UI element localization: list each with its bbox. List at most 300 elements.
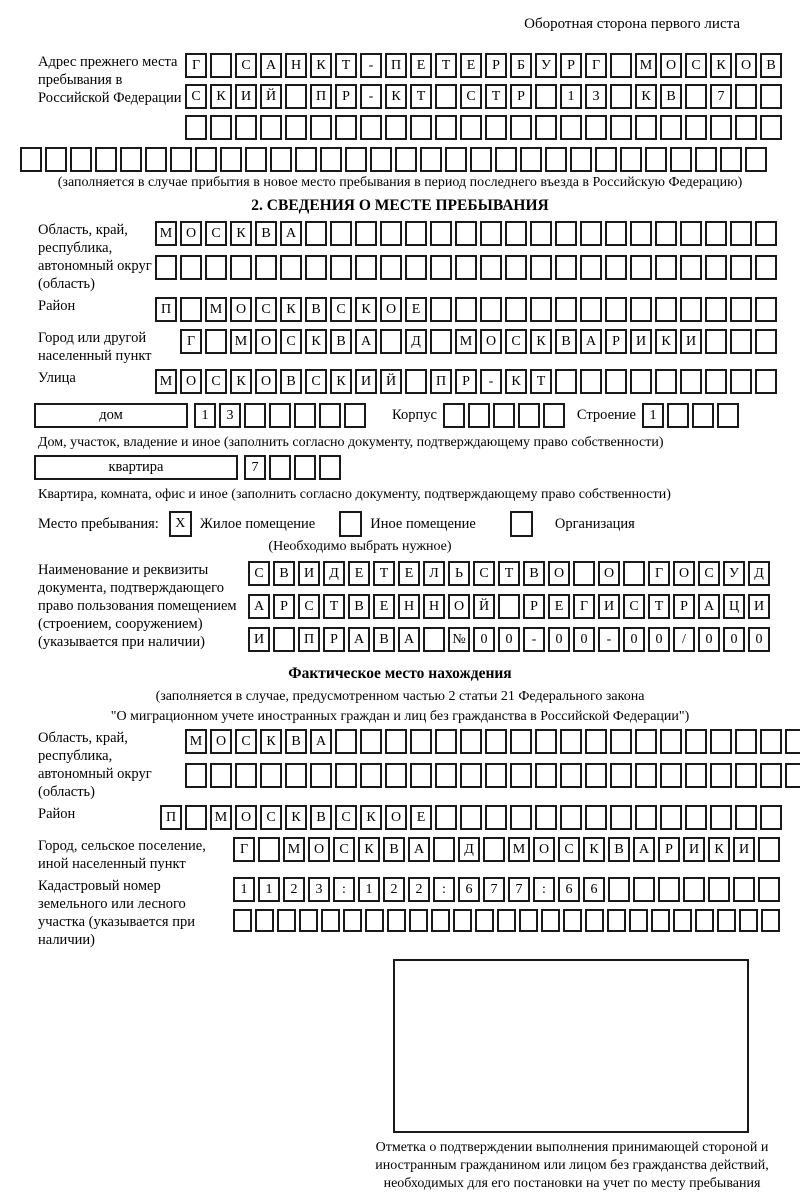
char-cell[interactable]	[431, 909, 450, 932]
char-cell[interactable]	[260, 115, 282, 140]
char-cell[interactable]: О	[255, 369, 277, 394]
char-cell[interactable]	[717, 403, 739, 428]
char-cell[interactable]: Е	[373, 594, 395, 619]
char-cell[interactable]: К	[708, 837, 730, 862]
char-cell[interactable]: К	[360, 805, 382, 830]
char-cell[interactable]	[585, 115, 607, 140]
char-cell[interactable]: Н	[285, 53, 307, 78]
char-cell[interactable]	[460, 763, 482, 788]
char-cell[interactable]: А	[580, 329, 602, 354]
char-cell[interactable]	[95, 147, 117, 172]
char-cell[interactable]	[683, 877, 705, 902]
char-cell[interactable]	[235, 115, 257, 140]
char-cell[interactable]: К	[260, 729, 282, 754]
char-cell[interactable]	[269, 403, 291, 428]
char-cell[interactable]: К	[310, 53, 332, 78]
char-cell[interactable]: С	[235, 729, 257, 754]
char-cell[interactable]	[320, 147, 342, 172]
char-cell[interactable]: К	[655, 329, 677, 354]
char-cell[interactable]: С	[685, 53, 707, 78]
char-cell[interactable]	[321, 909, 340, 932]
char-cell[interactable]	[485, 805, 507, 830]
char-cell[interactable]: К	[230, 369, 252, 394]
char-cell[interactable]: И	[235, 84, 257, 109]
char-cell[interactable]	[385, 729, 407, 754]
char-cell[interactable]	[635, 805, 657, 830]
char-cell[interactable]	[555, 255, 577, 280]
char-cell[interactable]: Т	[323, 594, 345, 619]
char-cell[interactable]	[510, 805, 532, 830]
char-cell[interactable]: И	[748, 594, 770, 619]
char-cell[interactable]: 0	[648, 627, 670, 652]
char-cell[interactable]	[610, 84, 632, 109]
char-cell[interactable]: 2	[283, 877, 305, 902]
char-cell[interactable]: С	[260, 805, 282, 830]
char-cell[interactable]	[280, 255, 302, 280]
char-cell[interactable]	[660, 763, 682, 788]
char-cell[interactable]	[495, 147, 517, 172]
char-cell[interactable]: О	[385, 805, 407, 830]
char-cell[interactable]	[245, 147, 267, 172]
char-cell[interactable]	[685, 729, 707, 754]
char-cell[interactable]: С	[333, 837, 355, 862]
char-cell[interactable]: М	[210, 805, 232, 830]
char-cell[interactable]	[380, 255, 402, 280]
char-cell[interactable]	[570, 147, 592, 172]
char-cell[interactable]: О	[548, 561, 570, 586]
char-cell[interactable]	[70, 147, 92, 172]
char-cell[interactable]: Р	[510, 84, 532, 109]
char-cell[interactable]	[730, 297, 752, 322]
char-cell[interactable]	[655, 369, 677, 394]
char-cell[interactable]: К	[635, 84, 657, 109]
char-cell[interactable]: Р	[673, 594, 695, 619]
char-cell[interactable]	[344, 403, 366, 428]
char-cell[interactable]: А	[260, 53, 282, 78]
char-cell[interactable]	[370, 147, 392, 172]
char-cell[interactable]	[710, 805, 732, 830]
char-cell[interactable]: М	[155, 369, 177, 394]
char-cell[interactable]	[739, 909, 758, 932]
char-cell[interactable]	[735, 805, 757, 830]
char-cell[interactable]	[573, 561, 595, 586]
char-cell[interactable]	[305, 255, 327, 280]
char-cell[interactable]	[685, 763, 707, 788]
char-cell[interactable]	[520, 147, 542, 172]
char-cell[interactable]	[530, 255, 552, 280]
char-cell[interactable]	[260, 763, 282, 788]
char-cell[interactable]: 6	[458, 877, 480, 902]
char-cell[interactable]: В	[285, 729, 307, 754]
char-cell[interactable]	[607, 909, 626, 932]
char-cell[interactable]: Г	[180, 329, 202, 354]
char-cell[interactable]	[655, 297, 677, 322]
char-cell[interactable]	[405, 221, 427, 246]
char-cell[interactable]	[185, 763, 207, 788]
char-cell[interactable]	[720, 147, 742, 172]
char-cell[interactable]: 0	[473, 627, 495, 652]
char-cell[interactable]	[630, 255, 652, 280]
char-cell[interactable]	[455, 221, 477, 246]
char-cell[interactable]: У	[535, 53, 557, 78]
char-cell[interactable]	[435, 115, 457, 140]
char-cell[interactable]	[273, 627, 295, 652]
char-cell[interactable]	[510, 115, 532, 140]
char-cell[interactable]	[685, 115, 707, 140]
char-cell[interactable]: О	[180, 221, 202, 246]
char-cell[interactable]: 1	[194, 403, 216, 428]
char-cell[interactable]	[185, 805, 207, 830]
char-cell[interactable]: У	[723, 561, 745, 586]
char-cell[interactable]: 1	[642, 403, 664, 428]
char-cell[interactable]	[295, 147, 317, 172]
char-cell[interactable]: П	[385, 53, 407, 78]
char-cell[interactable]: Р	[273, 594, 295, 619]
char-cell[interactable]: С	[330, 297, 352, 322]
char-cell[interactable]: Е	[410, 805, 432, 830]
char-cell[interactable]	[629, 909, 648, 932]
char-cell[interactable]	[730, 329, 752, 354]
char-cell[interactable]	[518, 403, 540, 428]
char-cell[interactable]	[430, 221, 452, 246]
char-cell[interactable]	[555, 297, 577, 322]
char-cell[interactable]	[210, 763, 232, 788]
char-cell[interactable]: С	[623, 594, 645, 619]
char-cell[interactable]	[680, 221, 702, 246]
char-cell[interactable]: 3	[585, 84, 607, 109]
char-cell[interactable]: Ь	[448, 561, 470, 586]
char-cell[interactable]	[760, 805, 782, 830]
char-cell[interactable]	[755, 329, 777, 354]
char-cell[interactable]	[310, 115, 332, 140]
char-cell[interactable]	[443, 403, 465, 428]
char-cell[interactable]: 6	[558, 877, 580, 902]
char-cell[interactable]: О	[480, 329, 502, 354]
char-cell[interactable]	[380, 221, 402, 246]
char-cell[interactable]: К	[280, 297, 302, 322]
char-cell[interactable]	[505, 297, 527, 322]
checkbox-residential[interactable]: X	[169, 511, 192, 537]
char-cell[interactable]: 7	[244, 455, 266, 480]
char-cell[interactable]	[430, 255, 452, 280]
char-cell[interactable]	[330, 255, 352, 280]
char-cell[interactable]	[610, 115, 632, 140]
char-cell[interactable]: И	[355, 369, 377, 394]
char-cell[interactable]: Д	[458, 837, 480, 862]
house-field-box[interactable]: дом	[34, 403, 188, 428]
char-cell[interactable]: С	[298, 594, 320, 619]
char-cell[interactable]	[660, 115, 682, 140]
char-cell[interactable]: :	[533, 877, 555, 902]
char-cell[interactable]	[660, 729, 682, 754]
char-cell[interactable]: 0	[723, 627, 745, 652]
char-cell[interactable]	[505, 221, 527, 246]
char-cell[interactable]: В	[348, 594, 370, 619]
char-cell[interactable]	[120, 147, 142, 172]
char-cell[interactable]: 0	[573, 627, 595, 652]
char-cell[interactable]	[730, 255, 752, 280]
char-cell[interactable]: Р	[323, 627, 345, 652]
char-cell[interactable]: И	[733, 837, 755, 862]
char-cell[interactable]: Д	[323, 561, 345, 586]
char-cell[interactable]	[155, 255, 177, 280]
char-cell[interactable]	[730, 221, 752, 246]
char-cell[interactable]	[535, 805, 557, 830]
char-cell[interactable]	[673, 909, 692, 932]
char-cell[interactable]	[385, 763, 407, 788]
char-cell[interactable]: В	[330, 329, 352, 354]
char-cell[interactable]	[244, 403, 266, 428]
char-cell[interactable]: П	[298, 627, 320, 652]
char-cell[interactable]	[310, 763, 332, 788]
char-cell[interactable]: А	[310, 729, 332, 754]
char-cell[interactable]	[530, 297, 552, 322]
char-cell[interactable]	[735, 729, 757, 754]
char-cell[interactable]	[480, 221, 502, 246]
char-cell[interactable]: 3	[219, 403, 241, 428]
char-cell[interactable]: В	[255, 221, 277, 246]
char-cell[interactable]: 2	[383, 877, 405, 902]
char-cell[interactable]: С	[558, 837, 580, 862]
char-cell[interactable]: Б	[510, 53, 532, 78]
char-cell[interactable]: :	[333, 877, 355, 902]
char-cell[interactable]	[455, 297, 477, 322]
char-cell[interactable]	[395, 147, 417, 172]
char-cell[interactable]	[299, 909, 318, 932]
char-cell[interactable]	[710, 115, 732, 140]
char-cell[interactable]	[180, 255, 202, 280]
char-cell[interactable]: А	[248, 594, 270, 619]
char-cell[interactable]	[655, 255, 677, 280]
char-cell[interactable]: 6	[583, 877, 605, 902]
char-cell[interactable]	[360, 729, 382, 754]
char-cell[interactable]	[319, 455, 341, 480]
char-cell[interactable]: 3	[308, 877, 330, 902]
char-cell[interactable]	[735, 84, 757, 109]
char-cell[interactable]: К	[710, 53, 732, 78]
char-cell[interactable]	[670, 147, 692, 172]
char-cell[interactable]	[735, 763, 757, 788]
char-cell[interactable]: М	[155, 221, 177, 246]
char-cell[interactable]	[185, 115, 207, 140]
char-cell[interactable]	[255, 909, 274, 932]
char-cell[interactable]	[285, 115, 307, 140]
char-cell[interactable]	[277, 909, 296, 932]
char-cell[interactable]	[760, 729, 782, 754]
char-cell[interactable]: М	[508, 837, 530, 862]
char-cell[interactable]	[755, 221, 777, 246]
char-cell[interactable]	[680, 255, 702, 280]
char-cell[interactable]	[385, 115, 407, 140]
char-cell[interactable]: М	[205, 297, 227, 322]
char-cell[interactable]: С	[205, 369, 227, 394]
char-cell[interactable]	[705, 221, 727, 246]
char-cell[interactable]: О	[448, 594, 470, 619]
char-cell[interactable]	[435, 729, 457, 754]
char-cell[interactable]	[294, 455, 316, 480]
char-cell[interactable]	[608, 877, 630, 902]
char-cell[interactable]	[205, 255, 227, 280]
char-cell[interactable]	[460, 115, 482, 140]
char-cell[interactable]	[235, 763, 257, 788]
char-cell[interactable]: А	[348, 627, 370, 652]
char-cell[interactable]	[535, 763, 557, 788]
char-cell[interactable]	[269, 455, 291, 480]
char-cell[interactable]: С	[205, 221, 227, 246]
char-cell[interactable]	[595, 147, 617, 172]
char-cell[interactable]	[319, 403, 341, 428]
char-cell[interactable]: С	[335, 805, 357, 830]
char-cell[interactable]: О	[660, 53, 682, 78]
char-cell[interactable]	[233, 909, 252, 932]
char-cell[interactable]: 1	[258, 877, 280, 902]
char-cell[interactable]	[460, 729, 482, 754]
char-cell[interactable]: А	[408, 837, 430, 862]
char-cell[interactable]: Е	[398, 561, 420, 586]
char-cell[interactable]	[760, 115, 782, 140]
char-cell[interactable]: Г	[185, 53, 207, 78]
char-cell[interactable]	[580, 221, 602, 246]
char-cell[interactable]: С	[185, 84, 207, 109]
char-cell[interactable]: 0	[748, 627, 770, 652]
char-cell[interactable]: М	[283, 837, 305, 862]
char-cell[interactable]: К	[230, 221, 252, 246]
char-cell[interactable]: Д	[405, 329, 427, 354]
char-cell[interactable]	[705, 329, 727, 354]
char-cell[interactable]	[460, 805, 482, 830]
char-cell[interactable]: Р	[658, 837, 680, 862]
char-cell[interactable]: Й	[473, 594, 495, 619]
char-cell[interactable]: К	[330, 369, 352, 394]
char-cell[interactable]	[758, 877, 780, 902]
char-cell[interactable]	[409, 909, 428, 932]
char-cell[interactable]: П	[430, 369, 452, 394]
char-cell[interactable]: В	[555, 329, 577, 354]
char-cell[interactable]: И	[630, 329, 652, 354]
char-cell[interactable]	[180, 297, 202, 322]
char-cell[interactable]	[543, 403, 565, 428]
char-cell[interactable]	[717, 909, 736, 932]
char-cell[interactable]	[475, 909, 494, 932]
char-cell[interactable]: А	[280, 221, 302, 246]
char-cell[interactable]	[258, 837, 280, 862]
char-cell[interactable]: Т	[530, 369, 552, 394]
char-cell[interactable]: П	[160, 805, 182, 830]
char-cell[interactable]	[294, 403, 316, 428]
char-cell[interactable]	[510, 763, 532, 788]
char-cell[interactable]	[655, 221, 677, 246]
char-cell[interactable]	[360, 115, 382, 140]
char-cell[interactable]	[658, 877, 680, 902]
char-cell[interactable]: Ц	[723, 594, 745, 619]
char-cell[interactable]	[620, 147, 642, 172]
char-cell[interactable]	[680, 297, 702, 322]
char-cell[interactable]	[761, 909, 780, 932]
char-cell[interactable]: М	[455, 329, 477, 354]
char-cell[interactable]	[695, 147, 717, 172]
char-cell[interactable]: О	[210, 729, 232, 754]
char-cell[interactable]	[645, 147, 667, 172]
char-cell[interactable]: В	[310, 805, 332, 830]
char-cell[interactable]	[755, 255, 777, 280]
char-cell[interactable]: В	[660, 84, 682, 109]
char-cell[interactable]: Г	[573, 594, 595, 619]
char-cell[interactable]	[635, 729, 657, 754]
char-cell[interactable]	[685, 805, 707, 830]
char-cell[interactable]: В	[383, 837, 405, 862]
char-cell[interactable]	[485, 763, 507, 788]
char-cell[interactable]: И	[683, 837, 705, 862]
char-cell[interactable]: О	[235, 805, 257, 830]
char-cell[interactable]	[430, 297, 452, 322]
char-cell[interactable]	[785, 729, 800, 754]
char-cell[interactable]: 0	[623, 627, 645, 652]
char-cell[interactable]	[785, 763, 800, 788]
char-cell[interactable]: Р	[455, 369, 477, 394]
char-cell[interactable]	[660, 805, 682, 830]
char-cell[interactable]: К	[505, 369, 527, 394]
char-cell[interactable]: Р	[485, 53, 507, 78]
char-cell[interactable]	[560, 729, 582, 754]
char-cell[interactable]	[485, 729, 507, 754]
char-cell[interactable]: С	[473, 561, 495, 586]
char-cell[interactable]	[651, 909, 670, 932]
char-cell[interactable]: Т	[435, 53, 457, 78]
char-cell[interactable]	[497, 909, 516, 932]
char-cell[interactable]	[560, 115, 582, 140]
char-cell[interactable]	[435, 805, 457, 830]
char-cell[interactable]: С	[505, 329, 527, 354]
char-cell[interactable]: Р	[335, 84, 357, 109]
char-cell[interactable]: Т	[335, 53, 357, 78]
char-cell[interactable]: Е	[460, 53, 482, 78]
char-cell[interactable]	[405, 255, 427, 280]
checkbox-other-premises[interactable]	[339, 511, 362, 537]
char-cell[interactable]	[692, 403, 714, 428]
char-cell[interactable]	[755, 369, 777, 394]
char-cell[interactable]: Т	[498, 561, 520, 586]
char-cell[interactable]: О	[735, 53, 757, 78]
char-cell[interactable]	[535, 115, 557, 140]
char-cell[interactable]: 0	[498, 627, 520, 652]
char-cell[interactable]: Г	[648, 561, 670, 586]
char-cell[interactable]	[535, 729, 557, 754]
char-cell[interactable]	[685, 84, 707, 109]
char-cell[interactable]	[255, 255, 277, 280]
char-cell[interactable]	[453, 909, 472, 932]
char-cell[interactable]	[380, 329, 402, 354]
char-cell[interactable]: О	[673, 561, 695, 586]
char-cell[interactable]: С	[248, 561, 270, 586]
char-cell[interactable]	[695, 909, 714, 932]
char-cell[interactable]: Е	[410, 53, 432, 78]
char-cell[interactable]	[345, 147, 367, 172]
char-cell[interactable]: 7	[508, 877, 530, 902]
char-cell[interactable]: Т	[648, 594, 670, 619]
char-cell[interactable]: И	[298, 561, 320, 586]
char-cell[interactable]: Г	[585, 53, 607, 78]
char-cell[interactable]: В	[523, 561, 545, 586]
char-cell[interactable]	[560, 763, 582, 788]
char-cell[interactable]	[555, 221, 577, 246]
char-cell[interactable]: Й	[380, 369, 402, 394]
char-cell[interactable]	[410, 763, 432, 788]
char-cell[interactable]: М	[635, 53, 657, 78]
char-cell[interactable]: А	[698, 594, 720, 619]
char-cell[interactable]	[633, 877, 655, 902]
char-cell[interactable]: В	[608, 837, 630, 862]
char-cell[interactable]: И	[598, 594, 620, 619]
